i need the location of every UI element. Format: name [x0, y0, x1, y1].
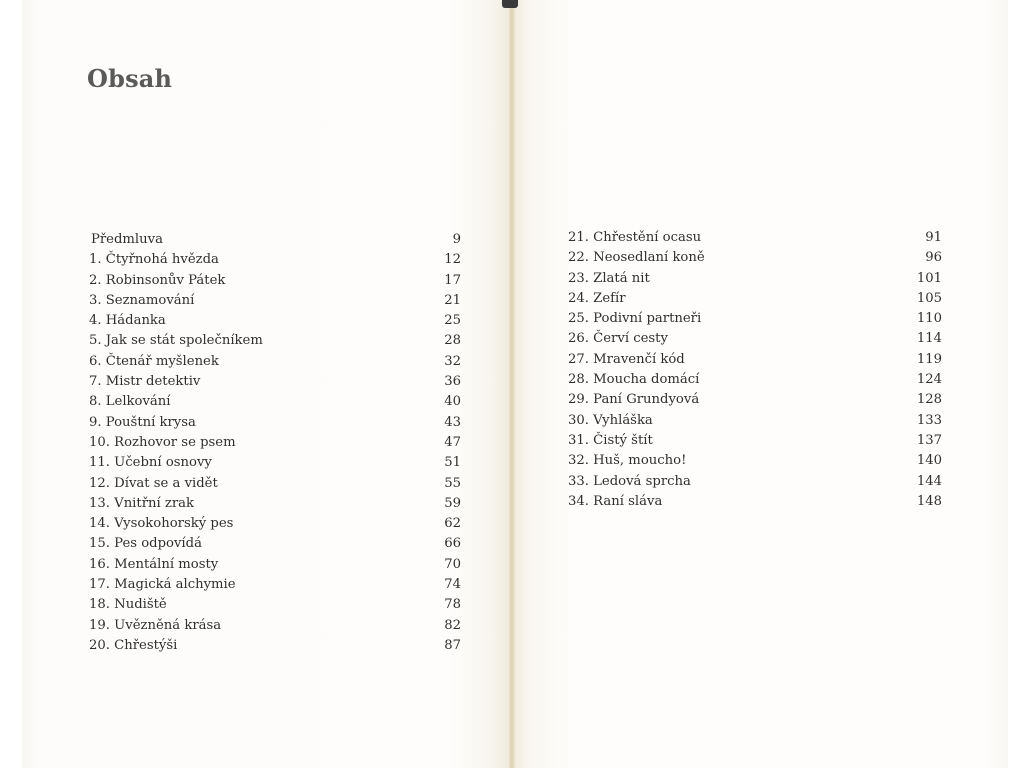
toc-entry-page-number: 105 [916, 290, 942, 306]
toc-entry-page-number: 128 [916, 392, 942, 408]
toc-entry-label: 31. Čistý štít [568, 432, 653, 448]
toc-entry-page-number: 21 [444, 292, 461, 308]
toc-entry-label: 16. Mentální mosty [89, 556, 219, 572]
toc-entry-page-number: 119 [916, 351, 942, 367]
toc-entry-page-number: 78 [444, 597, 461, 613]
toc-entry-label: Předmluva [91, 232, 163, 247]
toc-entry [568, 451, 942, 471]
toc-entry-page-number: 110 [916, 311, 942, 327]
toc-entry-label: 8. Lelkování [89, 394, 171, 410]
toc-entry-page-number: 70 [444, 556, 461, 572]
toc-entry-page-number: 17 [444, 272, 461, 288]
toc-entry [89, 392, 461, 412]
toc-entry [568, 390, 942, 410]
toc-entry-label: 18. Nudiště [89, 597, 167, 613]
toc-entry [89, 534, 461, 554]
toc-entry-label: 27. Mravenčí kód [568, 351, 685, 367]
toc-entry-label: 33. Ledová sprcha [568, 473, 691, 489]
toc-entry [89, 331, 461, 351]
toc-entry [568, 350, 942, 370]
toc-entry-page-number: 51 [444, 455, 461, 471]
toc-entry [89, 474, 461, 494]
toc-entry-label: 14. Vysokohorský pes [89, 516, 234, 532]
toc-entry-label: 1. Čtyřnohá hvězda [89, 252, 219, 268]
toc-entry-label: 15. Pes odpovídá [89, 536, 202, 552]
toc-entry-page-number: 137 [916, 432, 942, 448]
toc-list-right [568, 228, 942, 512]
toc-entry [89, 230, 461, 250]
toc-entry-page-number: 144 [916, 473, 942, 489]
toc-entry-page-number: 96 [925, 250, 942, 266]
toc-entry-page-number: 74 [444, 577, 461, 593]
book-gutter [509, 0, 515, 768]
toc-entry-page-number: 12 [444, 252, 461, 268]
toc-entry-page-number: 40 [444, 394, 461, 410]
toc-entry-label: 7. Mistr detektiv [89, 374, 201, 390]
toc-entry [568, 472, 942, 492]
toc-entry [568, 309, 942, 329]
toc-entry-label: 2. Robinsonův Pátek [89, 272, 226, 288]
bookmark-ribbon [502, 0, 518, 8]
toc-entry-page-number: 62 [444, 516, 461, 532]
toc-entry-label: 11. Učební osnovy [89, 455, 212, 471]
toc-entry [89, 291, 461, 311]
toc-entry-page-number: 101 [916, 270, 942, 286]
toc-entry [89, 616, 461, 636]
toc-entry-label: 21. Chřestění ocasu [568, 230, 702, 245]
toc-entry-label: 25. Podivní partneři [568, 311, 702, 327]
toc-entry-label: 10. Rozhovor se psem [89, 434, 236, 450]
toc-entry-label: 29. Paní Grundyová [568, 392, 700, 408]
toc-entry-page-number: 28 [444, 333, 461, 349]
toc-entry [568, 289, 942, 309]
toc-entry [568, 492, 942, 512]
toc-entry-label: 32. Huš, moucho! [568, 453, 687, 469]
toc-entry-label: 9. Pouštní krysa [89, 414, 196, 430]
toc-entry-page-number: 66 [444, 536, 461, 552]
toc-entry [568, 431, 942, 451]
toc-entry-page-number: 87 [444, 637, 461, 653]
toc-entry [89, 413, 461, 433]
toc-entry-page-number: 148 [916, 493, 942, 509]
toc-entry [89, 433, 461, 453]
toc-entry [568, 411, 942, 431]
toc-entry-page-number: 91 [925, 230, 942, 245]
toc-entry [568, 248, 942, 268]
toc-entry [568, 370, 942, 390]
toc-entry [89, 352, 461, 372]
toc-entry-label: 19. Uvězněná krása [89, 617, 222, 633]
toc-entry-label: 23. Zlatá nit [568, 270, 650, 286]
toc-entry-page-number: 9 [452, 232, 461, 247]
toc-entry [89, 372, 461, 392]
toc-entry-label: 12. Dívat se a vidět [89, 475, 218, 491]
toc-entry-label: 6. Čtenář myšlenek [89, 353, 219, 369]
toc-entry-page-number: 114 [916, 331, 942, 347]
toc-entry [89, 575, 461, 595]
toc-entry-label: 13. Vnitřní zrak [89, 495, 195, 511]
toc-entry-page-number: 47 [444, 434, 461, 450]
toc-entry-page-number: 82 [444, 617, 461, 633]
toc-entry-label: 5. Jak se stát společníkem [89, 333, 263, 349]
toc-entry-page-number: 124 [916, 372, 942, 388]
toc-entry-label: 20. Chřestýši [89, 637, 178, 653]
toc-entry-label: 24. Zefír [568, 290, 626, 306]
toc-entry-label: 28. Moucha domácí [568, 372, 700, 388]
toc-entry-page-number: 25 [444, 313, 461, 329]
toc-entry-page-number: 32 [444, 353, 461, 369]
toc-entry [568, 269, 942, 289]
toc-entry [89, 271, 461, 291]
toc-entry-label: 26. Červí cesty [568, 331, 668, 347]
toc-entry [89, 514, 461, 534]
toc-entry-label: 22. Neosedlaní koně [568, 250, 705, 266]
toc-entry-label: 30. Vyhláška [568, 412, 653, 428]
toc-entry [89, 453, 461, 473]
toc-entry [89, 494, 461, 514]
toc-list-left [89, 230, 461, 656]
toc-entry-page-number: 55 [444, 475, 461, 491]
toc-entry-label: 17. Magická alchymie [89, 577, 236, 593]
toc-entry-label: 4. Hádanka [89, 313, 166, 329]
toc-entry-page-number: 43 [444, 414, 461, 430]
toc-entry-label: 3. Seznamování [89, 292, 195, 308]
toc-entry [89, 250, 461, 270]
toc-entry [568, 329, 942, 349]
toc-entry-page-number: 133 [916, 412, 942, 428]
toc-entry [89, 555, 461, 575]
toc-entry-page-number: 36 [444, 374, 461, 390]
toc-entry [89, 595, 461, 615]
toc-entry-label: 34. Raní sláva [568, 493, 663, 509]
toc-entry [89, 311, 461, 331]
toc-entry [568, 228, 942, 248]
toc-entry-page-number: 59 [444, 495, 461, 511]
toc-entry [89, 636, 461, 656]
page-title: Obsah [87, 64, 173, 93]
toc-entry-page-number: 140 [916, 453, 942, 469]
